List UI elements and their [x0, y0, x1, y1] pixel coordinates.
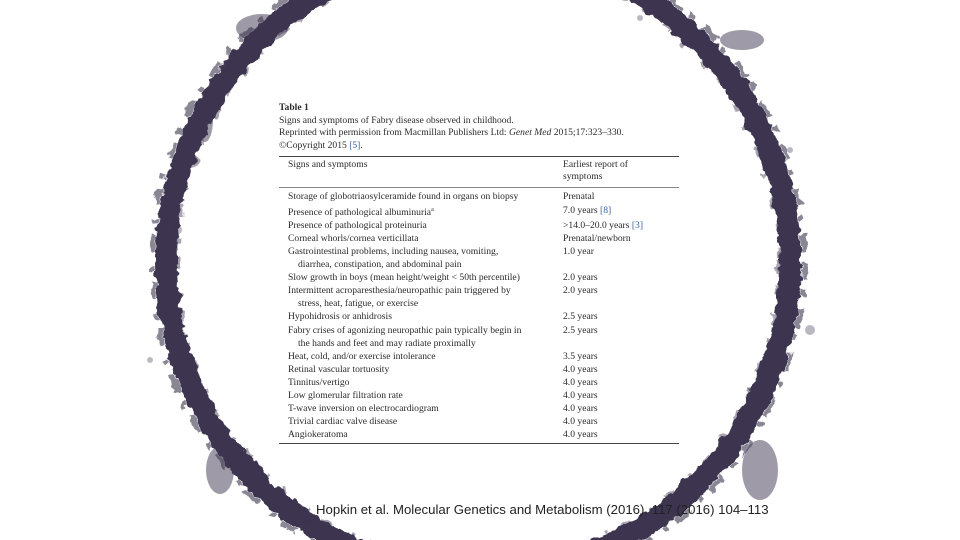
onset-text: 4.0 years — [563, 376, 598, 388]
onset-cell — [561, 190, 679, 203]
symptom-cell — [279, 428, 561, 441]
table-row — [279, 389, 679, 402]
onset-cell — [561, 219, 679, 232]
table-row — [279, 219, 679, 232]
table-caption — [279, 102, 679, 152]
onset-cell — [561, 350, 679, 363]
symptom-cell — [279, 389, 561, 402]
symptom-cell — [279, 376, 561, 389]
symptom-cell — [279, 219, 561, 232]
caption-journal-citation: 2015;17:323–330. — [551, 127, 624, 138]
symptom-cell — [279, 402, 561, 415]
onset-text: 2.5 years — [563, 324, 598, 336]
table-body — [279, 190, 679, 441]
table-label: Table 1 — [279, 102, 309, 113]
onset-text: 3.5 years — [563, 350, 598, 362]
symptom-cell — [279, 350, 561, 363]
onset-text: Prenatal — [563, 191, 595, 203]
table-row — [279, 363, 679, 376]
symptom-text: Storage of globotriaosylceramide found in organs on biopsy — [288, 191, 519, 203]
symptom-cell — [279, 324, 561, 350]
symptom-text: Intermittent acroparesthesia/neuropathic pain triggered by — [288, 285, 511, 297]
table-header-rule — [279, 187, 679, 188]
symptom-text: Presence of pathological proteinuria — [288, 219, 427, 231]
onset-text: Prenatal/newborn — [563, 232, 631, 244]
table-row — [279, 284, 679, 310]
onset-text: 4.0 years — [563, 390, 598, 401]
table-row — [279, 324, 679, 350]
symptom-text: Slow growth in boys (mean height/weight < 50th percentile) — [288, 272, 520, 284]
symptom-cell — [279, 415, 561, 428]
table-row — [279, 428, 679, 441]
header-earliest-report-line1: Earliest report of — [563, 159, 628, 170]
symptom-text: Corneal whorls/cornea verticillata — [288, 232, 419, 244]
symptom-text-continued: stress, heat, fatigue, or exercise — [298, 298, 419, 310]
symptom-text: Heat, cold, and/or exercise intolerance — [288, 350, 436, 362]
symptom-cell — [279, 284, 561, 310]
header-signs-and-symptoms: Signs and symptoms — [288, 159, 368, 170]
table-bottom-rule — [279, 443, 679, 444]
symptom-text-continued: diarrhea, constipation, and abdominal pain — [298, 259, 462, 271]
footnote-marker: a — [431, 206, 434, 213]
onset-cell — [561, 389, 679, 402]
onset-text: 1.0 year — [563, 245, 594, 257]
symptom-text: T-wave inversion on electrocardiogram — [288, 403, 439, 415]
symptom-cell — [279, 232, 561, 245]
caption-journal: Genet Med — [508, 127, 552, 138]
symptom-text: Fabry crises of agonizing neuropathic pain typically begin in — [288, 324, 522, 336]
onset-text: >14.0–20.0 years — [563, 219, 632, 231]
table-row — [279, 245, 679, 271]
source-citation: Hopkin et al. Molecular Genetics and Metabolism (2016). 117 (2016) 104–113 — [316, 502, 769, 517]
onset-cell — [561, 284, 679, 310]
symptom-cell — [279, 204, 561, 219]
table-1 — [279, 102, 679, 444]
caption-line-2 — [279, 127, 679, 140]
table-row — [279, 271, 679, 284]
caption-period: . — [360, 139, 363, 151]
onset-cell — [561, 204, 679, 219]
caption-copyright: ©Copyright 2015 — [279, 139, 350, 151]
symptom-cell — [279, 190, 561, 203]
table-row — [279, 232, 679, 245]
header-earliest-report — [561, 159, 679, 183]
onset-ref-link[interactable]: [3] — [631, 219, 644, 231]
symptom-text: Retinal vascular tortuosity — [288, 363, 390, 375]
onset-cell — [561, 245, 679, 271]
onset-text: 7.0 years — [563, 204, 601, 216]
caption-reprint-text: Reprinted with permission from Macmillan Publishers Ltd: — [279, 127, 509, 138]
symptom-cell — [279, 271, 561, 284]
onset-cell — [561, 271, 679, 284]
symptom-text: Presence of pathological albuminuria — [288, 206, 432, 218]
symptom-cell — [279, 310, 561, 323]
table-row — [279, 415, 679, 428]
table-row — [279, 376, 679, 389]
onset-cell — [561, 415, 679, 428]
symptom-text: Low glomerular filtration rate — [288, 390, 403, 401]
onset-cell — [561, 232, 679, 245]
symptom-text: Tinnitus/vertigo — [288, 376, 350, 388]
caption-line-1: Signs and symptoms of Fabry disease observed in childhood. — [279, 114, 514, 126]
caption-line-3 — [279, 140, 679, 153]
symptom-text: Gastrointestinal problems, including nausea, vomiting, — [288, 245, 499, 257]
table-row — [279, 310, 679, 323]
onset-text: 2.5 years — [563, 311, 598, 323]
onset-cell — [561, 428, 679, 441]
symptom-text-continued: the hands and feet and may radiate proximally — [298, 337, 476, 349]
table-header-row — [279, 157, 679, 183]
table-row — [279, 402, 679, 415]
header-earliest-report-line2: symptoms — [563, 171, 603, 183]
onset-text: 4.0 years — [563, 403, 598, 415]
onset-ref-link[interactable]: [8] — [600, 204, 612, 216]
onset-text: 2.0 years — [563, 285, 598, 297]
onset-text: 4.0 years — [563, 429, 598, 441]
symptom-cell — [279, 363, 561, 376]
onset-text: 4.0 years — [563, 363, 598, 375]
onset-cell — [561, 402, 679, 415]
symptom-cell — [279, 245, 561, 271]
caption-ref-link[interactable]: [5] — [349, 139, 361, 151]
onset-cell — [561, 324, 679, 350]
table-row — [279, 190, 679, 203]
symptom-text: Trivial cardiac valve disease — [288, 416, 398, 428]
onset-cell — [561, 363, 679, 376]
table-row — [279, 204, 679, 219]
symptom-text: Hypohidrosis or anhidrosis — [288, 311, 392, 323]
table-row — [279, 350, 679, 363]
onset-text: 2.0 years — [563, 272, 598, 284]
onset-cell — [561, 310, 679, 323]
onset-text: 4.0 years — [563, 416, 598, 428]
symptom-text: Angiokeratoma — [288, 429, 348, 441]
onset-cell — [561, 376, 679, 389]
